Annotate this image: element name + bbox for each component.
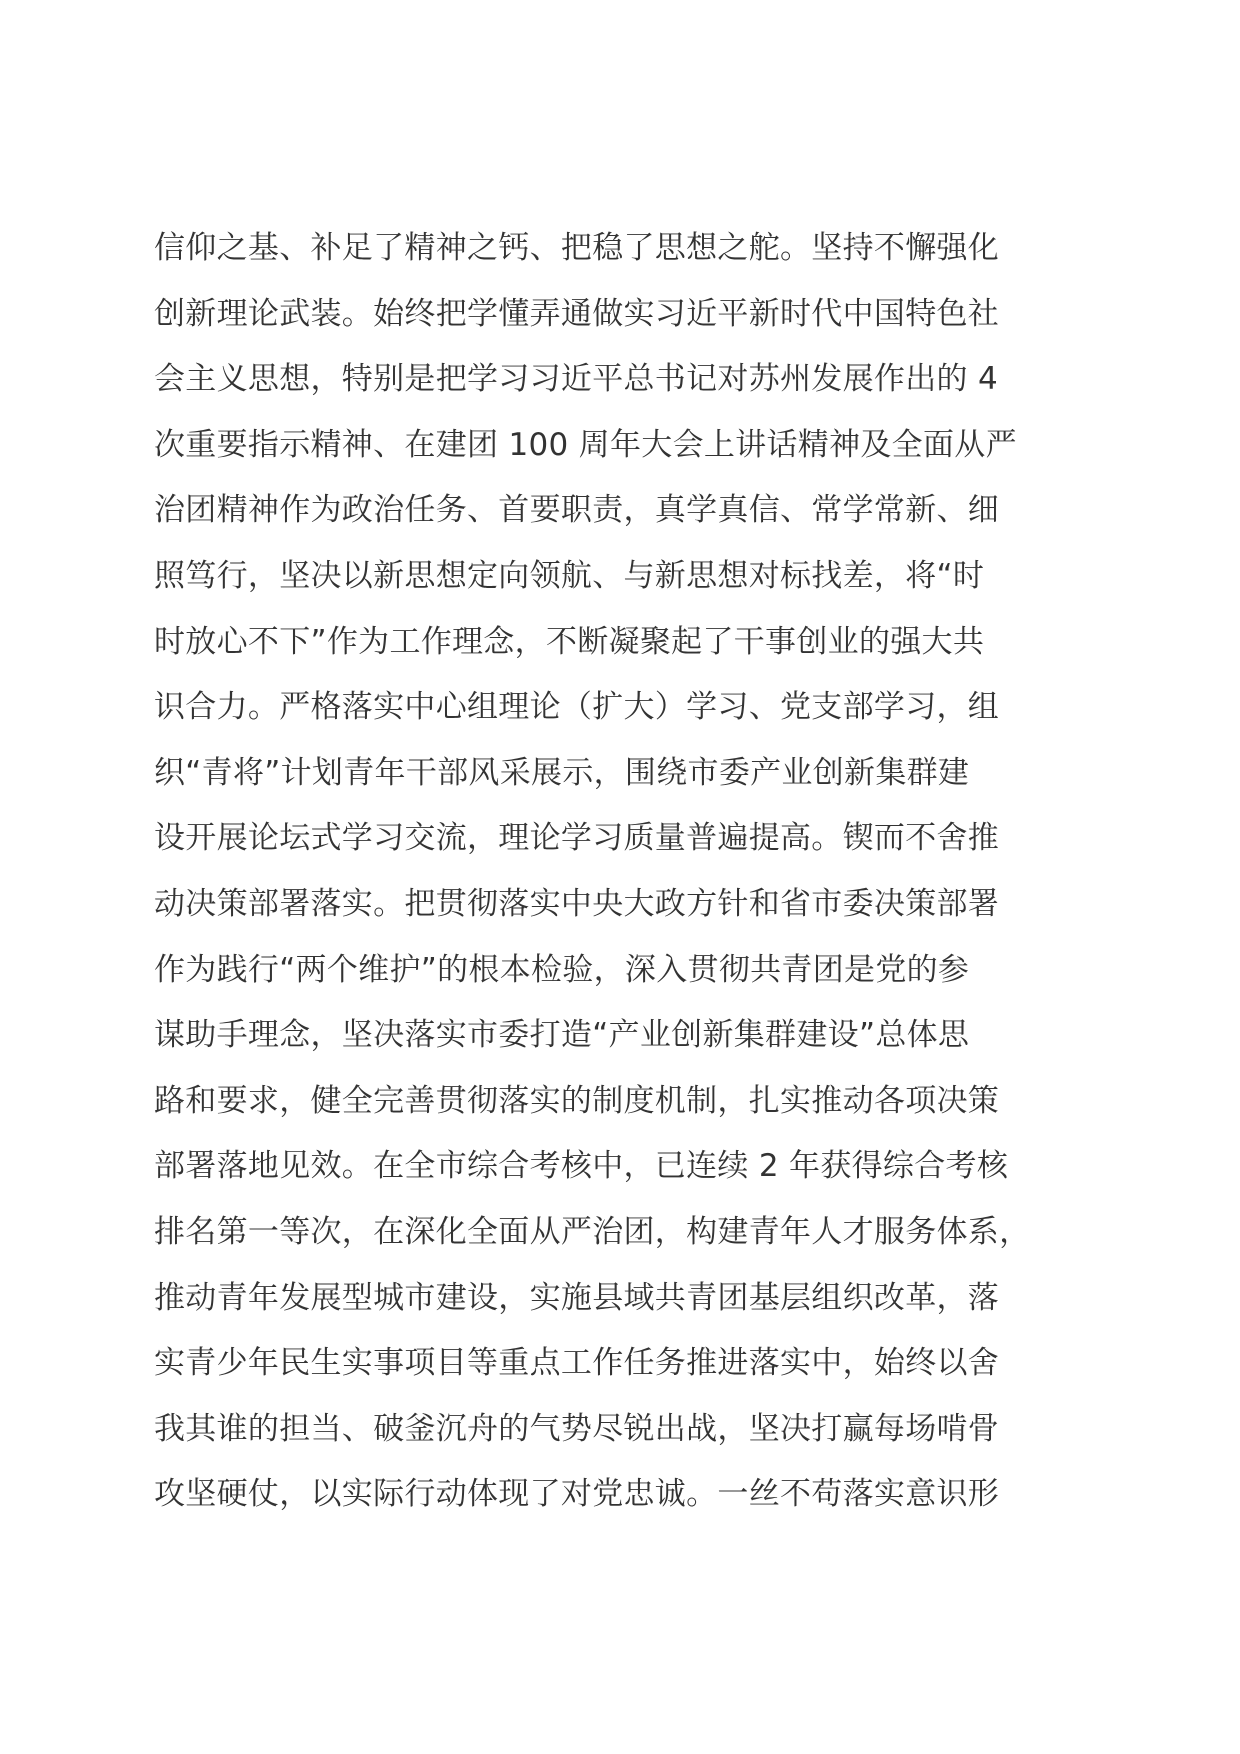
- text-line: 排名第一等次，在深化全面从严治团，构建青年人才服务体系，: [154, 1213, 1031, 1250]
- text-line: 攻坚硬仗，以实际行动体现了对党忠诚。一丝不苟落实意识形: [154, 1476, 1000, 1513]
- text-line: 部署落地见效。在全市综合考核中，已连续 2 年获得综合考核: [154, 1148, 1009, 1185]
- text-line: 路和要求，健全完善贯彻落实的制度机制，扎实推动各项决策: [154, 1082, 1000, 1119]
- text-line: 推动青年发展型城市建设，实施县域共青团基层组织改革，落: [154, 1279, 1000, 1316]
- body-text: [154, 216, 1114, 1528]
- text-line: 识合力。严格落实中心组理论（扩大）学习、党支部学习，组: [154, 689, 1000, 726]
- text-line: 织“青将”计划青年干部风采展示，围绕市委产业创新集群建: [154, 754, 970, 791]
- text-line: 治团精神作为政治任务、首要职责，真学真信、常学常新、细: [154, 492, 1000, 529]
- text-line: 我其谁的担当、破釜沉舟的气势尽锐出战，坚决打赢每场啃骨: [154, 1410, 1000, 1447]
- text-line: 设开展论坛式学习交流，理论学习质量普遍提高。锲而不舍推: [154, 820, 1000, 857]
- text-line: 作为践行“两个维护”的根本检验，深入贯彻共青团是党的参: [154, 951, 970, 988]
- text-line: 照笃行，坚决以新思想定向领航、与新思想对标找差，将“时: [154, 557, 985, 594]
- text-line: 实青少年民生实事项目等重点工作任务推进落实中，始终以舍: [154, 1345, 1000, 1382]
- text-line: 次重要指示精神、在建团 100 周年大会上讲话精神及全面从严: [154, 426, 1017, 463]
- text-line: 动决策部署落实。把贯彻落实中央大政方针和省市委决策部署: [154, 885, 1000, 922]
- text-line: 会主义思想，特别是把学习习近平总书记对苏州发展作出的 4: [154, 361, 998, 398]
- text-line: 创新理论武装。始终把学懂弄通做实习近平新时代中国特色社: [154, 295, 1000, 332]
- text-line: 谋助手理念，坚决落实市委打造“产业创新集群建设”总体思: [154, 1017, 970, 1054]
- text-line: 信仰之基、补足了精神之钙、把稳了思想之舵。坚持不懈强化: [154, 230, 1000, 266]
- text-line: 时放心不下”作为工作理念，不断凝聚起了干事创业的强大共: [154, 623, 985, 660]
